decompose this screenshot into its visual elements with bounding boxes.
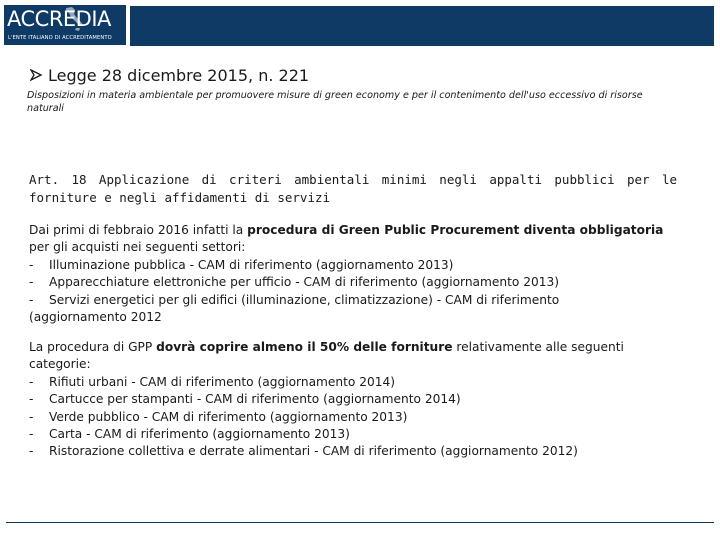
paragraph-lead: Dai primi di febbraio 2016 infatti la — [29, 223, 248, 237]
list-item: - Carta - CAM di riferimento (aggiornamento 2013) — [29, 426, 679, 443]
list-marker: - — [29, 257, 34, 272]
law-title — [30, 66, 309, 85]
paragraph-gpp-coverage — [29, 339, 679, 461]
list-marker: - — [29, 427, 34, 442]
paragraph-lead: La procedura di GPP — [29, 340, 157, 354]
footer-divider — [6, 522, 714, 523]
list-marker: - — [29, 409, 34, 424]
arrow-bullet-icon — [30, 66, 44, 85]
paragraph-emphasis: procedura di Green Public Procurement diventa obbligatoria — [247, 223, 664, 237]
law-subtitle: Disposizioni in materia ambientale per promuovere misure di green economy e per il contenimento dell'uso eccessivo di risorse naturali — [27, 90, 643, 114]
list-marker: - — [29, 374, 34, 389]
paragraph-gpp-mandatory — [29, 222, 679, 326]
accredia-logo[interactable] — [4, 5, 126, 45]
list-marker: - — [29, 292, 34, 307]
list-item: - Ristorazione collettiva e derrate alimentari - CAM di riferimento (aggiornamento 2012) — [29, 443, 679, 460]
list-item: - Verde pubblico - CAM di riferimento (aggiornamento 2013) — [29, 409, 679, 426]
paragraph-tail: relativamente alle seguenti categorie: — [29, 340, 624, 372]
list-item-continuation: (aggiornamento 2012 — [29, 310, 162, 325]
list-item: - Cartucce per stampanti - CAM di riferimento (aggiornamento 2014) — [29, 391, 679, 408]
paragraph-emphasis: dovrà coprire almeno il 50% delle forniture — [156, 340, 453, 354]
list-marker: - — [29, 392, 34, 407]
header-band — [130, 6, 714, 46]
list-item: - Apparecchiature elettroniche per ufficio - CAM di riferimento (aggiornamento 2013) — [29, 274, 679, 291]
logo-tagline: L'ENTE ITALIANO DI ACCREDITAMENTO — [8, 35, 112, 41]
list-marker: - — [29, 275, 34, 290]
logo-name: ACCREDIA — [7, 7, 111, 31]
law-title-text: Legge 28 dicembre 2015, n. 221 — [48, 66, 310, 85]
list-item: - Illuminazione pubblica - CAM di riferimento (aggiornamento 2013) — [29, 257, 679, 274]
paragraph-tail: per gli acquisti nei seguenti settori: — [29, 240, 246, 255]
header-bar — [0, 0, 720, 48]
list-item: - Rifiuti urbani - CAM di riferimento (aggiornamento 2014) — [29, 374, 679, 391]
article-heading: Art. 18 Applicazione di criteri ambientali minimi negli appalti pubblici per le forniture e negli affidamenti di servizi — [29, 172, 677, 205]
list-marker: - — [29, 444, 34, 459]
list-item: - Servizi energetici per gli edifici (illuminazione, climatizzazione) - CAM di riferimento — [29, 292, 679, 309]
